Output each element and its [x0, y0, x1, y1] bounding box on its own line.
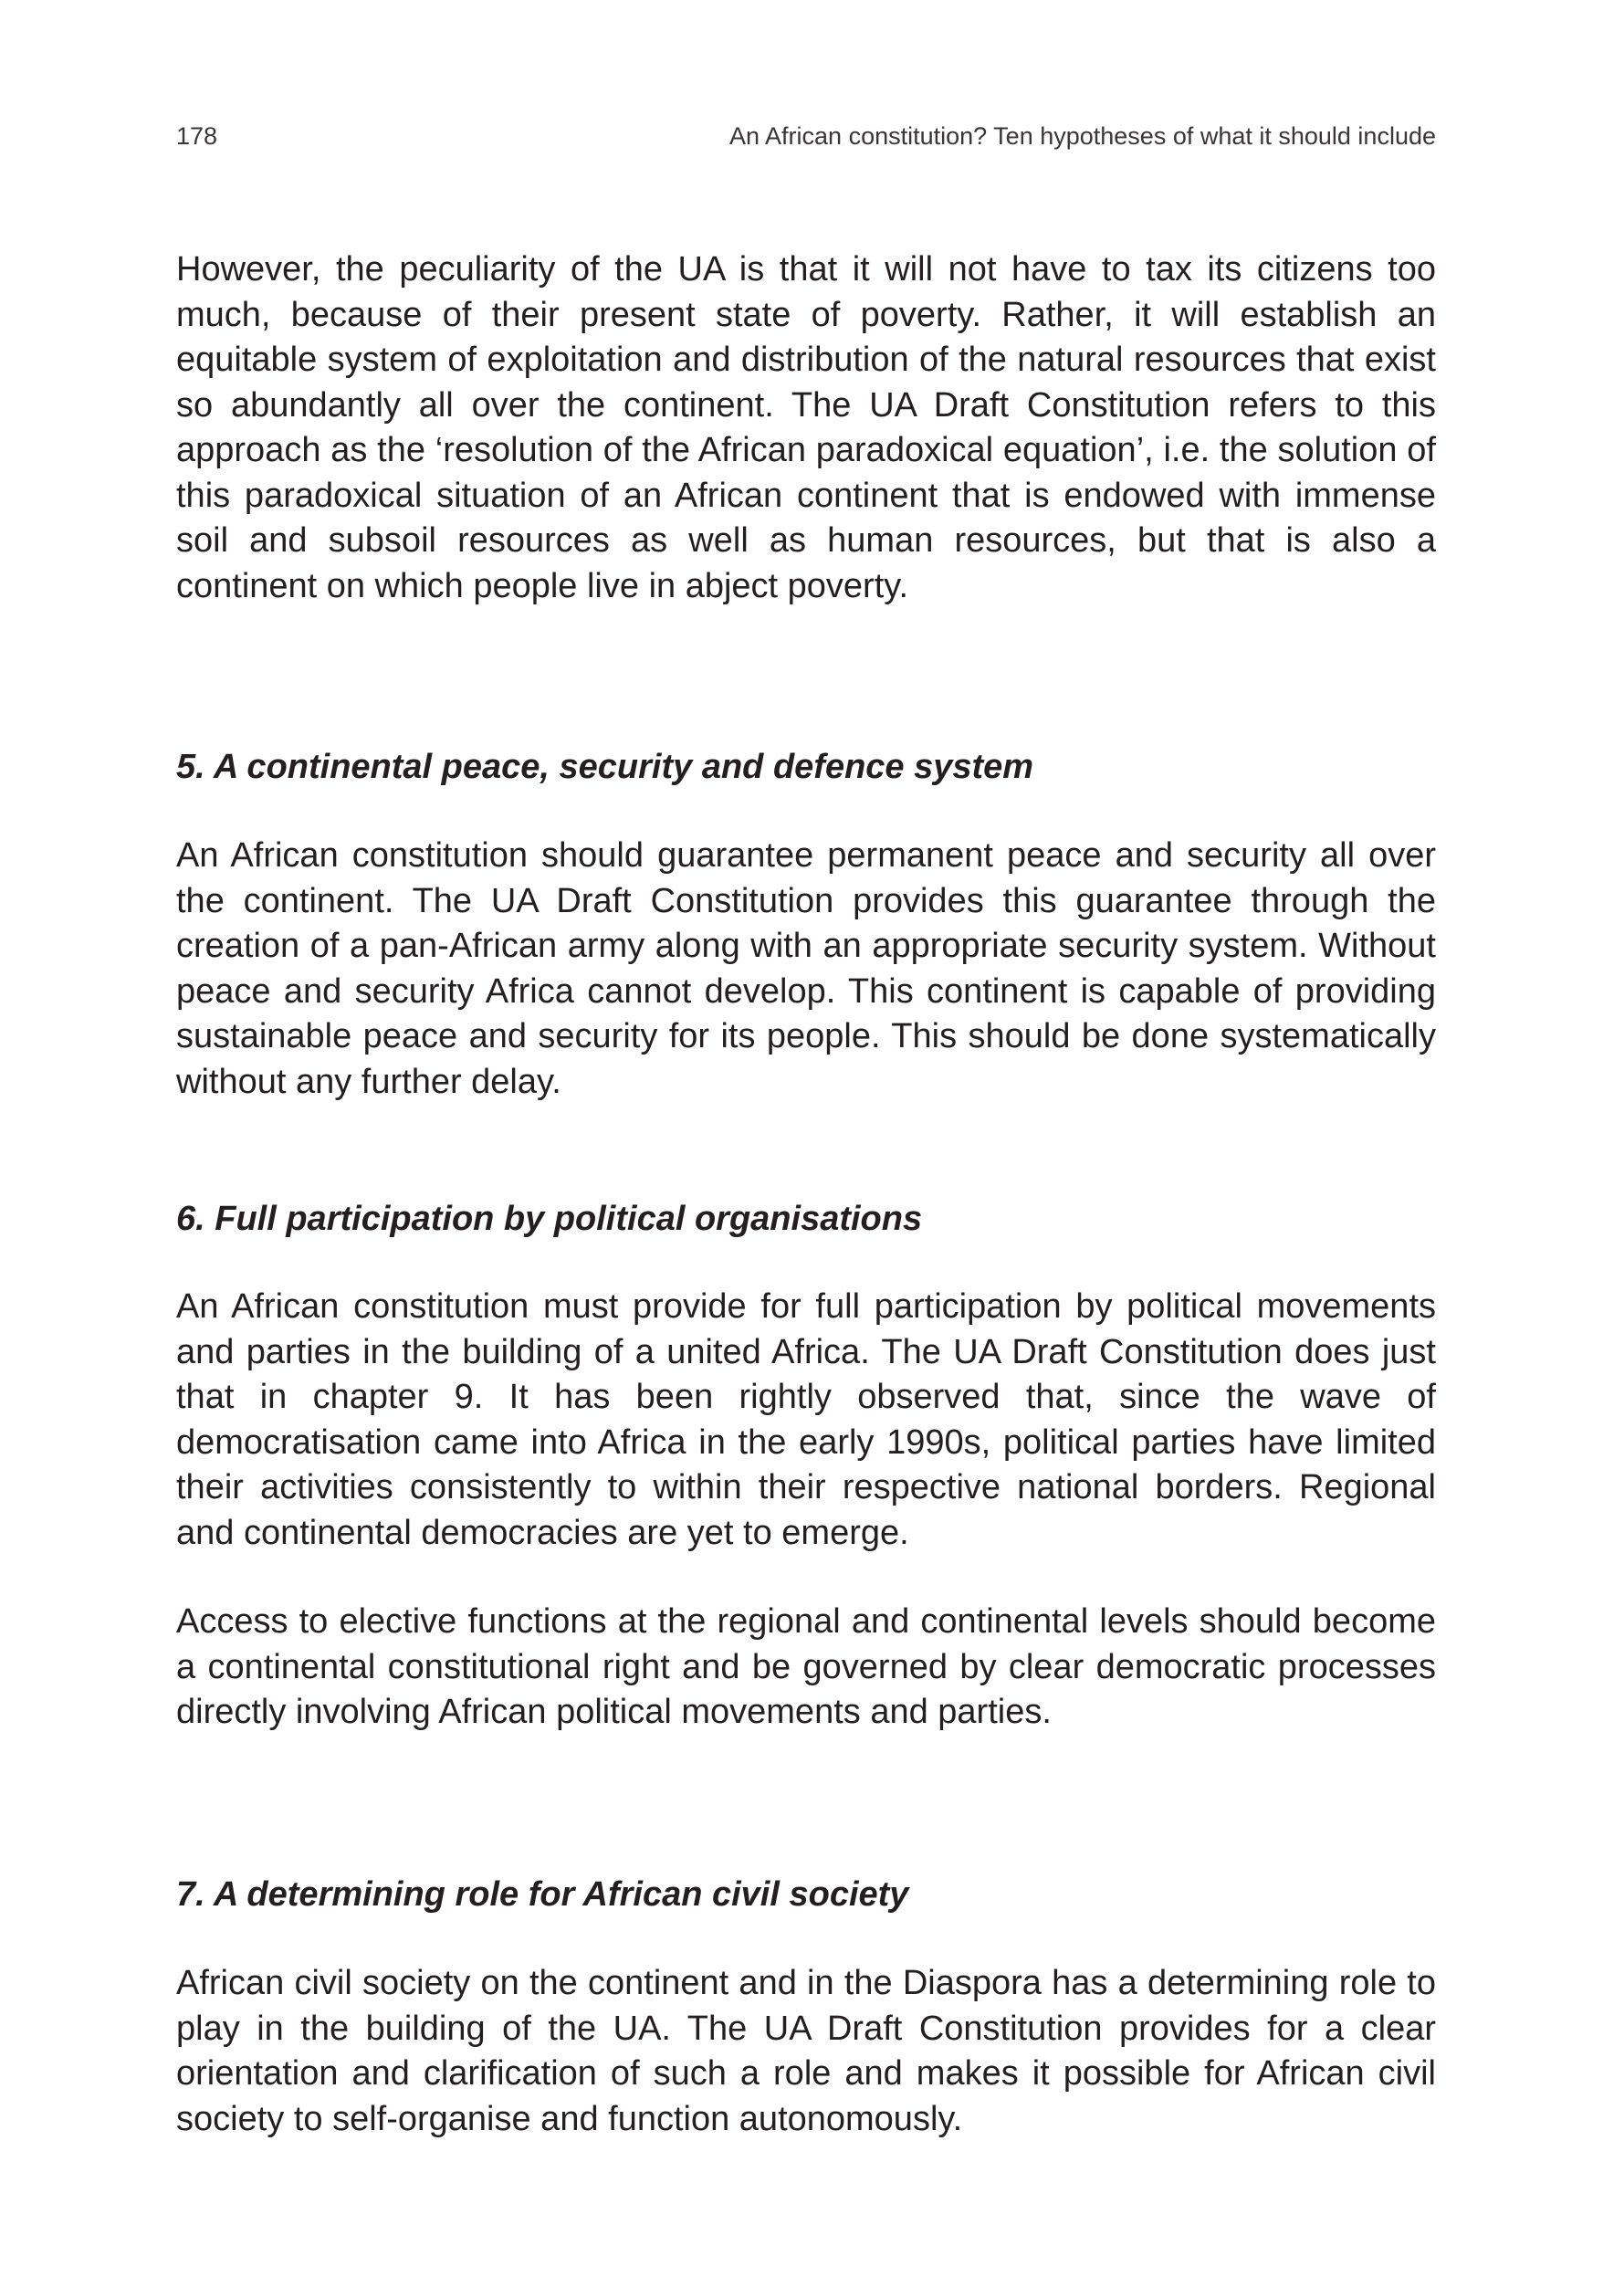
section-5-paragraph: An African constitution should guarantee permanent peace and security all over the continent. The UA Draft Constitution provides this guarantee through the creation of a pan-African army along with an appropriate security system. Without peace and security Africa cannot develop. This continent is capable of providing sustainable peace and security for its people. This should be done systematically without any further delay. [176, 836, 1436, 1101]
section-6-paragraph-2: Access to elective functions at the regional and continental levels should become a continental constitutional right and be governed by clear democratic processes directly involving African political movements and parties. [176, 1602, 1436, 1731]
section-7-heading: 7. A determining role for African civil society [176, 1875, 909, 1914]
running-header [176, 118, 1436, 154]
section-6-heading: 6. Full participation by political organisations [176, 1200, 923, 1238]
section-7-paragraph: African civil society on the continent and in the Diaspora has a determining role to play in the building of the UA. The UA Draft Constitution provides for a clear orientation and clarification of such a role and makes it possible for African civil society to self-organise and function autonomously. [176, 1964, 1436, 2138]
section-6-paragraph-1: An African constitution must provide for full participation by political movements and parties in the building of a united Africa. The UA Draft Constitution does just that in chapter 9. It has been rightly observed that, since the wave of democratisation came into Africa in the early 1990s, political parties have limited their activities consistently to within their respective national borders. Regional and continental democracies are yet to emerge. [176, 1287, 1436, 1552]
running-title: An African constitution? Ten hypotheses of what it should include [729, 122, 1436, 150]
intro-paragraph: However, the peculiarity of the UA is that it will not have to tax its citizens too much, because of their present state of poverty. Rather, it will establish an equitable system of exploitation and distribution of the natural resources that exist so abundantly all over the continent. The UA Draft Constitution refers to this approach as the ‘resolution of the African paradoxical equation’, i.e. the solution of this paradoxical situation of an African continent that is endowed with immense soil and subsoil resources as well as human resources, but that is also a continent on which people live in abject poverty. [176, 250, 1436, 605]
page-number: 178 [176, 122, 218, 150]
section-5-heading: 5. A continental peace, security and defence system [176, 748, 1034, 786]
